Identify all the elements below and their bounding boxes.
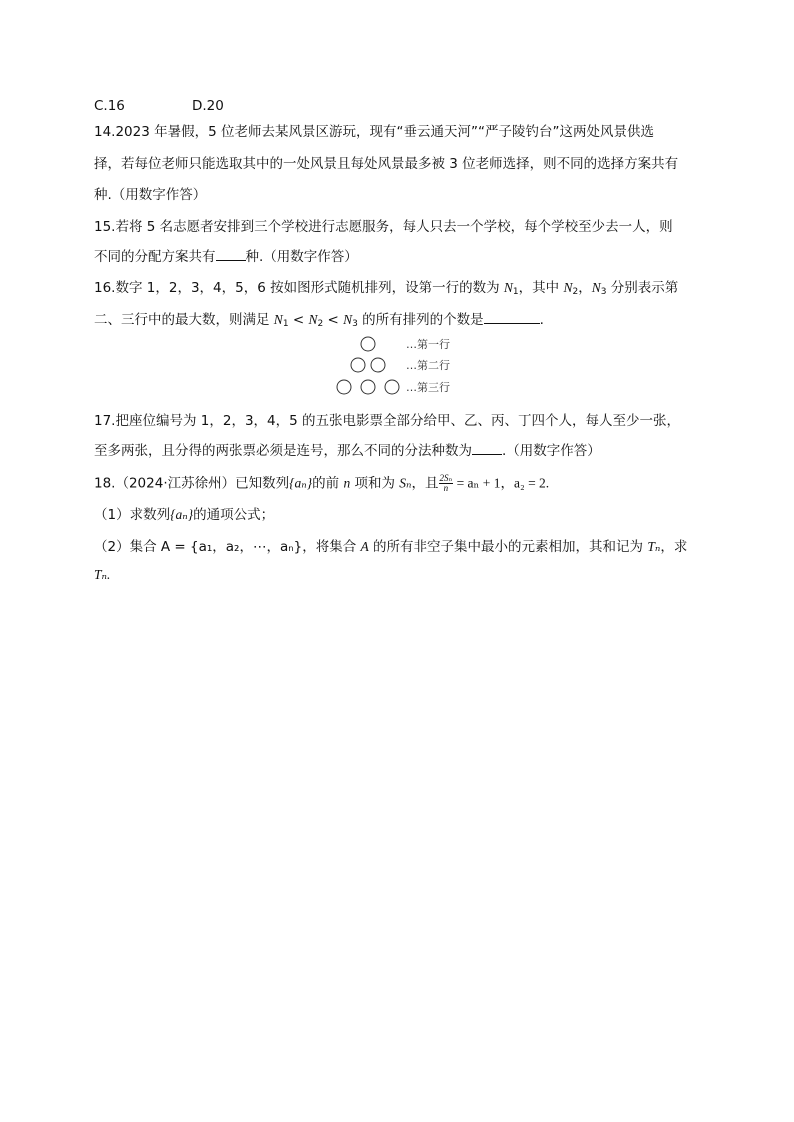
figure-label-row2: …第二行	[406, 359, 450, 372]
option-d: D.20	[192, 98, 224, 114]
q16-answer-blank	[484, 311, 540, 324]
q17-line-2: 至多两张，且分得的两张票必须是连号，那么不同的分法种数为 .（用数字作答）	[94, 443, 601, 459]
figure-label-row3: …第三行	[406, 381, 450, 394]
figure-circle-row2-left	[351, 358, 365, 372]
q14-line-2: 择，若每位老师只能选取其中的一处风景且每处风景最多被 3 位老师选择，则不同的选择方案共有	[94, 156, 679, 172]
figure-circle-row3-right	[385, 380, 399, 394]
q15-line-1: 15.若将 5 名志愿者安排到三个学校进行志愿服务，每人只去一个学校，每个学校至少去一人，则	[94, 219, 673, 235]
q15-text-a: 不同的分配方案共有	[94, 249, 216, 265]
figure-circle-row3-left	[337, 380, 351, 394]
figure-circle-row1	[361, 337, 375, 351]
figure-circle-row2-right	[371, 358, 385, 372]
q14-line-1: 14.2023 年暑假，5 位老师去某风景区游玩，现有“垂云通天河”“严子陵钓台”这两处风景供选	[94, 124, 654, 140]
figure-label-row1: …第一行	[406, 338, 450, 351]
q17-answer-blank	[472, 442, 502, 455]
figure-circle-row3-mid	[361, 380, 375, 394]
answer-options	[94, 97, 224, 115]
q15-text-b: 种.（用数字作答）	[245, 249, 358, 265]
q18-part-2: （2）集合 A = {a₁，a₂，⋯，aₙ}，将集合 A 的所有非空子集中最小的元素相加，其和记为 Tₙ，求	[94, 539, 688, 555]
q14-line-3: 种.（用数字作答）	[94, 187, 207, 203]
q18-part-1: （1）求数列{aₙ}的通项公式；	[94, 507, 275, 523]
q15-answer-blank	[216, 248, 246, 261]
option-c: C.16	[94, 98, 125, 114]
q18-part-2-cont: Tₙ.	[94, 567, 111, 582]
q18-line-1: 18.（2024·江苏徐州）已知数列{aₙ}的前 n 项和为 Sₙ，且 $\frac{\text{2Sₙ}}{n}$ = aₙ + 1，a₂ = 2.	[94, 473, 550, 493]
q16-line-2: 二、三行中的最大数，则满足 $N_1 < N_2 < N_3$ 的所有排列的个数是 .	[94, 312, 544, 329]
q16-line-1: 16.数字 1，2，3，4，5，6 按如图形式随机排列，设第一行的数为 $N_1$，其中 $N_2$，$N_3$ 分别表示第	[94, 280, 679, 297]
q17-line-1: 17.把座位编号为 1，2，3，4，5 的五张电影票全部分给甲、乙、丙、丁四个人，每人至少一张，	[94, 413, 680, 429]
q15-line-2	[94, 248, 358, 266]
figure-svg	[330, 334, 470, 398]
number-triangle-figure	[330, 334, 470, 398]
q18-fraction: $\frac{\text{2Sₙ}}{n}$	[439, 473, 453, 493]
